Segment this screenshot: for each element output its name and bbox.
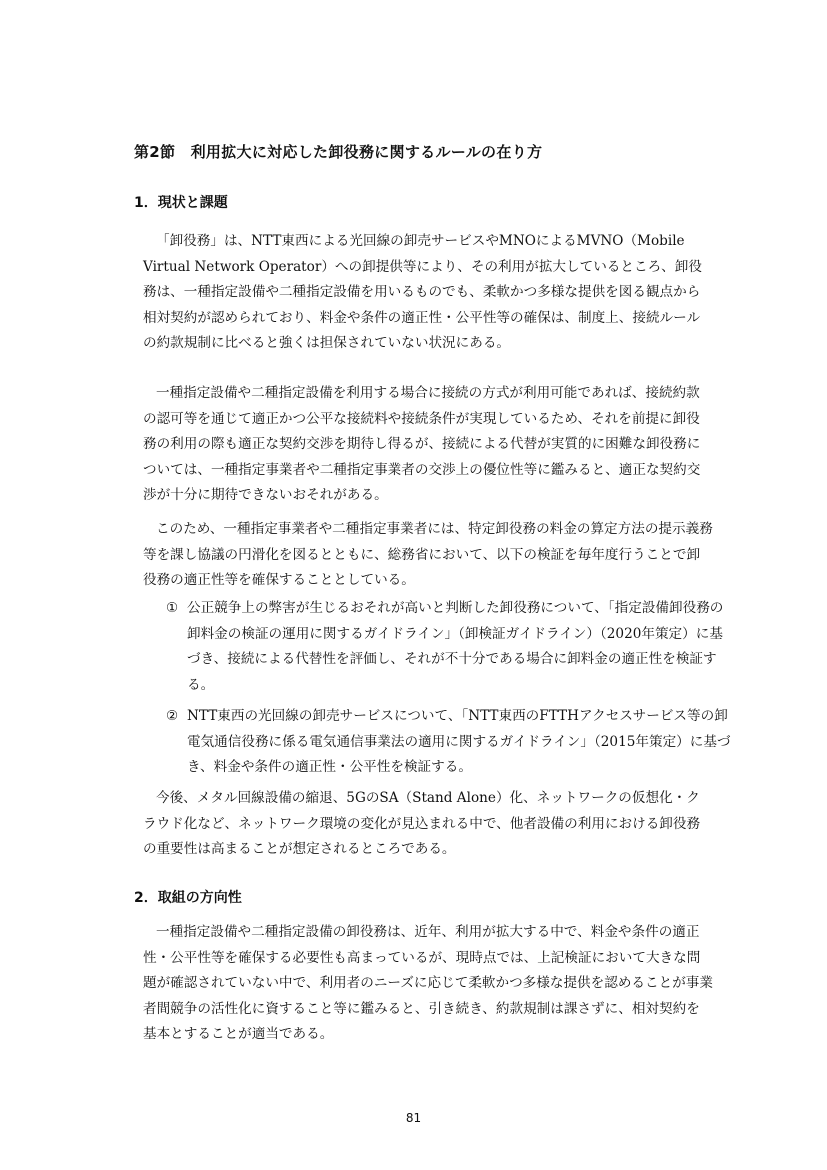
list-item-1: [166, 596, 735, 698]
list-item-2-number: ②: [166, 708, 179, 724]
paragraph-3: このため、一種指定事業者や二種指定事業者には、特定卸役務の料金の算定方法の提示義務等を課し協議の円滑化を図るとともに、総務省において、以下の検証を毎年度行うことで卸役務の適正性等を確保することとしている。: [143, 521, 713, 589]
paragraph-4: 今後、メタル回線設備の縮退、5GのSA（Stand Alone）化、ネットワークの仮想化・クラウド化など、ネットワーク環境の変化が見込まれる中で、他者設備の利用における卸役務の重要性は高まることが想定されるところである。: [143, 790, 701, 858]
list-item-2-text: NTT東西の光回線の卸売サービスについて、「NTT東西のFTTHアクセスサービス等の卸電気通信役務に係る電気通信事業法の適用に関するガイドライン」（2015年策定）に基づき、料金や条件の適正性・公平性を検証する。: [187, 708, 731, 776]
paragraph-2: 一種指定設備や二種指定設備を利用する場合に接続の方式が利用可能であれば、接続約款の認可等を通じて適正かつ公平な接続料や接続条件が実現しているため、それを前提に卸役務の利用の際も適正な契約交渉を期待し得るが、接続による代替が実質的に困難な卸役務については、一種指定事業者や二種指定事業者の交渉上の優位性等に鑑みると、適正な契約交渉が十分に期待できないおそれがある。: [143, 385, 701, 504]
paragraph-5: 一種指定設備や二種指定設備の卸役務は、近年、利用が拡大する中で、料金や条件の適正性・公平性等を確保する必要性も高まっているが、現時点では、上記検証において大きな問題が確認されていない中で、利用者のニーズに応じて柔軟かつ多様な提供を認めることが事業者間競争の活性化に資すること等に鑑みると、引き続き、約款規制は課さずに、相対契約を基本とすることが適当である。: [143, 924, 713, 1043]
list-item-1-text: 公正競争上の弊害が生じるおそれが高いと判断した卸役務について、「指定設備卸役務の卸料金の検証の運用に関するガイドライン」（卸検証ガイドライン）（2020年策定）に基づき、接続による代替性を評価し、それが不十分である場合に卸料金の適正性を検証する。: [187, 600, 724, 693]
page-number: 81: [405, 1111, 422, 1125]
heading-direction: 2．取組の方向性: [134, 890, 242, 906]
heading-current-status: 1．現状と課題: [134, 195, 228, 211]
section-title: 第2節 利用拡大に対応した卸役務に関するルールの在り方: [134, 143, 543, 161]
list-item-2: [166, 704, 735, 781]
paragraph-1: 「卸役務」は、NTT東西による光回線の卸売サービスやMNOによるMVNO（Mobile Virtual Network Operator）への卸提供等により、その利用が拡大しているところ、卸役務は、一種指定設備や二種指定設備を用いるものでも、柔軟かつ多様な提供を図る観点から相対契約が認められており、料金や条件の適正性・公平性等の確保は、制度上、接続ルールの約款規制に比べると強くは担保されていない状況にある。: [143, 233, 702, 352]
list-item-1-number: ①: [166, 600, 179, 616]
